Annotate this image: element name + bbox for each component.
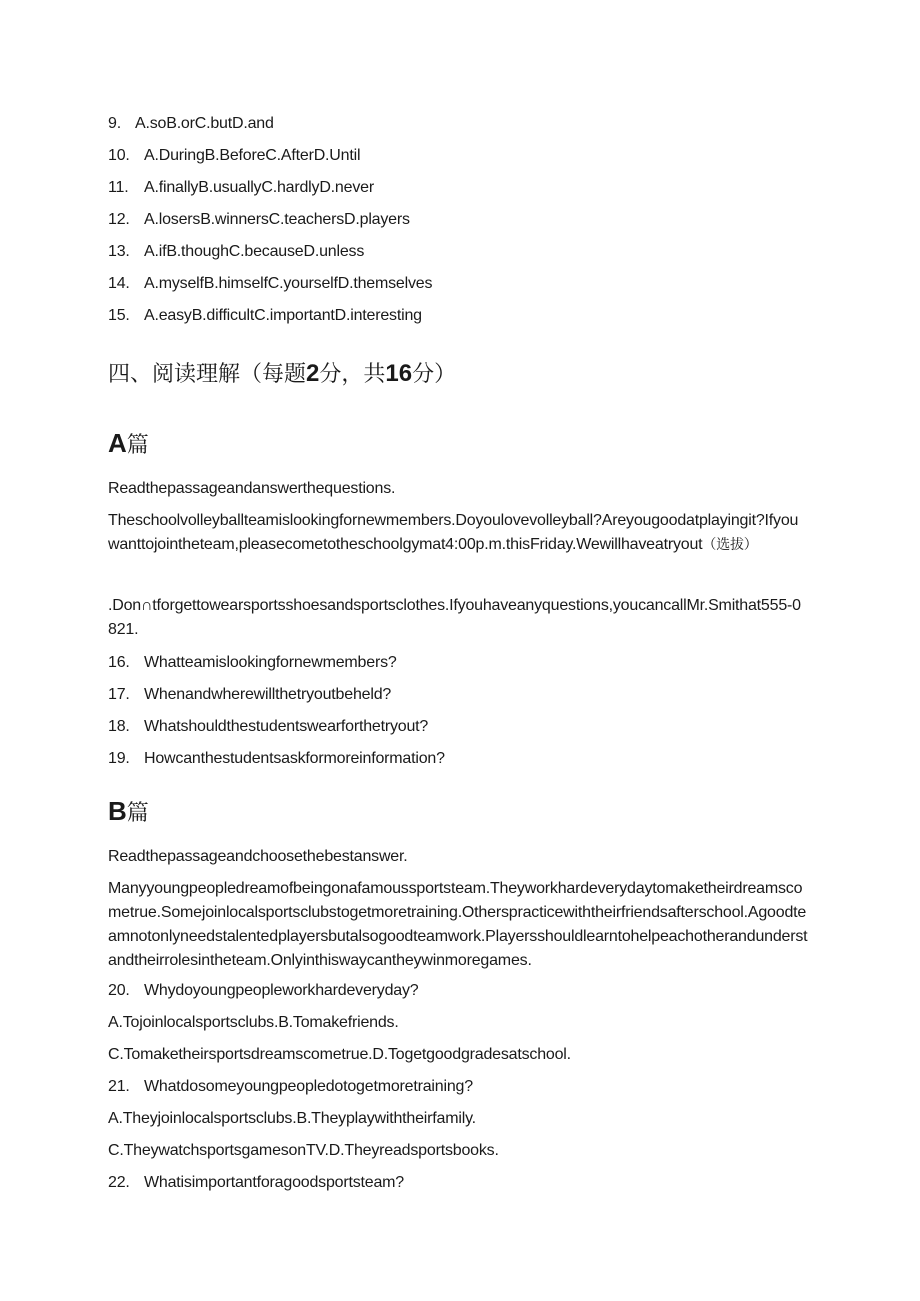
option-row-14 bbox=[108, 274, 432, 294]
question-text: Howcanthestudentsaskformoreinformation? bbox=[144, 750, 445, 767]
option-text: A.finallyB.usuallyC.hardlyD.never bbox=[144, 179, 374, 196]
question-19 bbox=[108, 749, 445, 769]
question-text: Whenandwherewillthetryoutbeheld? bbox=[144, 686, 392, 703]
item-number: 15. bbox=[108, 307, 130, 324]
part-b-heading bbox=[108, 796, 149, 829]
question-21-options-1: A.Theyjoinlocalsportsclubs.B.Theyplaywiththeirfamily. bbox=[108, 1110, 476, 1127]
option-row-9 bbox=[108, 114, 274, 134]
section-title-post: 分） bbox=[412, 362, 457, 387]
passage-text: Theschoolvolleyballteamislookingfornewmembers.Doyoulovevolleyball?Areyougoodatplayingit?Ifyouwanttojointheteam,pleasecometotheschoolgymat4:00p.m.thisFriday.Wewillhaveatryout bbox=[108, 512, 799, 553]
question-text: Whatshouldthestudentswearforthetryout? bbox=[144, 718, 429, 735]
option-text: A.losersB.winnersC.teachersD.players bbox=[144, 211, 410, 228]
score-total: 16 bbox=[385, 360, 413, 387]
part-a-passage-cont: .Don∩tforgettowearsportsshoesandsportsclothes.Ifyouhaveanyquestions,youcancallMr.Smithat555-0821. bbox=[108, 597, 801, 638]
option-row-15 bbox=[108, 306, 422, 326]
passage-note: （选拔） bbox=[702, 537, 758, 553]
item-number: 22. bbox=[108, 1174, 130, 1191]
item-number: 9. bbox=[108, 115, 121, 132]
question-17 bbox=[108, 685, 391, 705]
part-b-instruction: Readthepassageandchoosethebestanswer. bbox=[108, 848, 408, 865]
item-number: 19. bbox=[108, 750, 130, 767]
part-suffix: 篇 bbox=[126, 801, 149, 826]
question-20 bbox=[108, 981, 418, 1001]
item-number: 18. bbox=[108, 718, 130, 735]
question-text: Whatisimportantforagoodsportsteam? bbox=[144, 1174, 404, 1191]
question-22 bbox=[108, 1173, 404, 1193]
option-row-10 bbox=[108, 146, 360, 166]
question-text: Whatteamislookingfornewmembers? bbox=[144, 654, 397, 671]
item-number: 11. bbox=[108, 179, 129, 196]
section-title-mid: 分，共 bbox=[319, 362, 386, 387]
question-21 bbox=[108, 1077, 473, 1097]
question-20-options-1: A.Tojoinlocalsportsclubs.B.Tomakefriends. bbox=[108, 1014, 399, 1031]
section-title-pre: 四、阅读理解（每题 bbox=[108, 362, 307, 387]
question-21-options-2: C.TheywatchsportsgamesonTV.D.Theyreadsportsbooks. bbox=[108, 1142, 499, 1159]
item-number: 13. bbox=[108, 243, 130, 260]
item-number: 10. bbox=[108, 147, 130, 164]
option-text: A.easyB.difficultC.importantD.interesting bbox=[144, 307, 422, 324]
part-suffix: 篇 bbox=[126, 433, 149, 458]
question-text: Whydoyoungpeopleworkhardeveryday? bbox=[144, 982, 419, 999]
option-row-11 bbox=[108, 178, 374, 198]
option-row-13 bbox=[108, 242, 364, 262]
question-20-options-2: C.Tomaketheirsportsdreamscometrue.D.Togetgoodgradesatschool. bbox=[108, 1046, 571, 1063]
part-b-passage: Manyyoungpeopledreamofbeingonafamoussportsteam.Theyworkhardeverydaytomaketheirdreamscometrue.Somejoinlocalsportsclubstogetmoretraining.Otherspracticewiththeirfriendsafterschool.Agoodteamnotonlyneedstalentedplayersbutalsogoodteamwork.Playersshouldlearntohelpeachotherandunderstandtheirrolesintheteam.Onlyinthiswaycantheywinmoregames. bbox=[108, 880, 808, 969]
option-row-12 bbox=[108, 210, 410, 230]
item-number: 14. bbox=[108, 275, 130, 292]
question-16 bbox=[108, 653, 397, 673]
item-number: 12. bbox=[108, 211, 130, 228]
score-each: 2 bbox=[306, 360, 320, 387]
option-text: A.soB.orC.butD.and bbox=[135, 115, 274, 132]
part-letter: B bbox=[108, 796, 127, 826]
item-number: 21. bbox=[108, 1078, 130, 1095]
option-text: A.myselfB.himselfC.yourselfD.themselves bbox=[144, 275, 433, 292]
part-a-instruction: Readthepassageandanswerthequestions. bbox=[108, 480, 396, 497]
part-a-heading bbox=[108, 428, 149, 461]
item-number: 16. bbox=[108, 654, 130, 671]
section-heading bbox=[108, 359, 456, 390]
part-a-passage bbox=[108, 509, 808, 557]
part-letter: A bbox=[108, 428, 127, 458]
option-text: A.DuringB.BeforeC.AfterD.Until bbox=[144, 147, 361, 164]
question-text: Whatdosomeyoungpeopledotogetmoretraining? bbox=[144, 1078, 473, 1095]
item-number: 17. bbox=[108, 686, 130, 703]
item-number: 20. bbox=[108, 982, 130, 999]
question-18 bbox=[108, 717, 428, 737]
option-text: A.ifB.thoughC.becauseD.unless bbox=[144, 243, 365, 260]
